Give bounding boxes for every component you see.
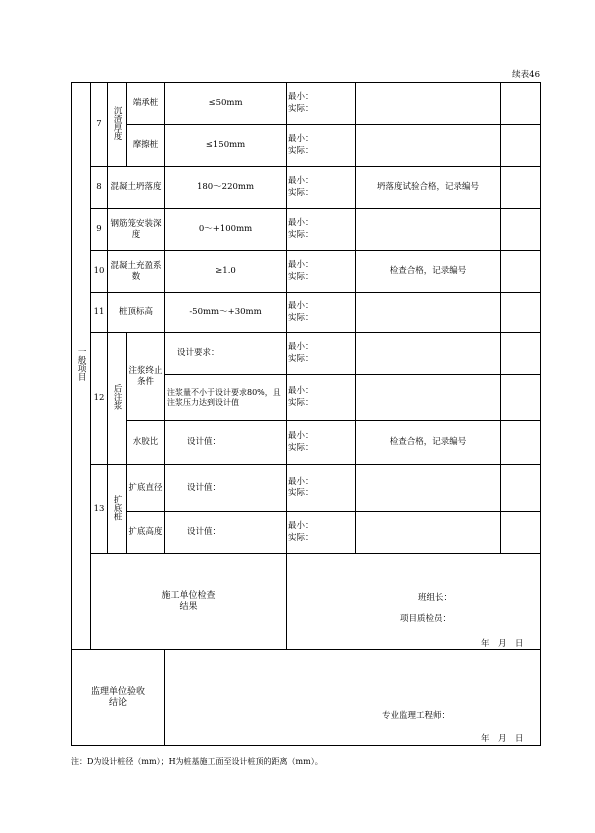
remark-cell[interactable] xyxy=(356,293,501,333)
sub-item: 端承桩 xyxy=(127,83,165,125)
actual-label: 实际： xyxy=(288,488,314,498)
measure-cell[interactable] xyxy=(287,251,356,293)
result-cell[interactable] xyxy=(501,375,541,421)
min-label: 最小： xyxy=(288,176,314,187)
remark-cell[interactable] xyxy=(356,83,501,125)
item-no: 8 xyxy=(91,167,108,209)
sub-item: 摩擦桩 xyxy=(127,125,165,167)
min-label: 最小： xyxy=(288,218,314,229)
result-cell[interactable] xyxy=(501,125,541,167)
allowed-value: -50mm～+30mm xyxy=(165,293,287,333)
measure-cell[interactable] xyxy=(287,375,356,421)
min-label: 最小： xyxy=(288,134,314,145)
measure-cell[interactable] xyxy=(287,465,356,512)
remark-cell[interactable]: 检查合格，记录编号 xyxy=(356,251,501,293)
sub-item: 扩底直径 xyxy=(127,465,165,512)
team-leader-label: 班组长： xyxy=(418,593,453,603)
item-group: 后注浆 xyxy=(112,384,123,410)
result-cell[interactable] xyxy=(501,465,541,512)
item-group-cell xyxy=(108,465,127,554)
min-label: 最小： xyxy=(288,386,314,397)
result-cell[interactable] xyxy=(501,209,541,251)
actual-label: 实际： xyxy=(288,442,314,453)
construction-label: 施工单位检查结果 xyxy=(161,590,216,612)
allowed-value: 0～+100mm xyxy=(165,209,287,251)
result-cell[interactable] xyxy=(501,83,541,125)
result-cell[interactable] xyxy=(501,293,541,333)
item-group: 扩底桩 xyxy=(112,494,123,521)
remark-cell[interactable]: 检查合格，记录编号 xyxy=(356,421,501,465)
item-group: 沉渣厚度 xyxy=(112,105,123,140)
result-cell[interactable] xyxy=(501,333,541,375)
measure-cell[interactable] xyxy=(287,209,356,251)
actual-label: 实际： xyxy=(288,312,314,323)
construction-signoff-area[interactable] xyxy=(287,554,541,650)
measure-cell[interactable] xyxy=(287,125,356,167)
result-cell[interactable] xyxy=(501,512,541,554)
section-label-cell xyxy=(72,83,91,650)
supervision-date-label: 年 月 日 xyxy=(481,734,524,744)
supervision-label-cell xyxy=(72,650,165,746)
section-label: 一般项目 xyxy=(76,347,87,382)
remark-cell[interactable] xyxy=(356,333,501,375)
measure-cell[interactable] xyxy=(287,293,356,333)
remark-cell[interactable] xyxy=(356,512,501,554)
measure-cell[interactable] xyxy=(287,512,356,554)
remark-cell[interactable] xyxy=(356,375,501,421)
measure-cell[interactable] xyxy=(287,421,356,465)
footnote: 注：D为设计桩径（mm）；H为桩基施工面至设计桩顶的距离（mm）。 xyxy=(71,757,323,766)
allowed-value: 设计值： xyxy=(165,421,287,465)
item-no: 9 xyxy=(91,209,108,251)
actual-label: 实际： xyxy=(288,103,314,114)
measure-cell[interactable] xyxy=(287,333,356,375)
inspection-table xyxy=(71,82,541,746)
allowed-value: 180～220mm xyxy=(165,167,287,209)
item-name: 桩顶标高 xyxy=(108,293,165,333)
allowed-value: 注浆量不小于设计要求80%，且注浆压力达到设计值 xyxy=(165,375,287,421)
item-group-cell xyxy=(108,333,127,465)
allowed-value: 设计值： xyxy=(165,512,287,554)
allowed-value: ≤50mm xyxy=(165,83,287,125)
item-group-cell xyxy=(108,83,127,167)
min-label: 最小： xyxy=(288,521,314,532)
measure-cell[interactable] xyxy=(287,167,356,209)
allowed-value: 设计值： xyxy=(165,465,287,512)
remark-cell[interactable] xyxy=(356,209,501,251)
supervision-label: 监理单位验收结论 xyxy=(90,686,145,708)
construction-date-label: 年 月 日 xyxy=(481,639,524,649)
sub-item: 水胶比 xyxy=(127,421,165,465)
allowed-value: ≥1.0 xyxy=(165,251,287,293)
item-no: 11 xyxy=(91,293,108,333)
result-cell[interactable] xyxy=(501,251,541,293)
item-name: 钢筋笼安装深度 xyxy=(108,209,165,251)
continuation-label: 续表46 xyxy=(512,70,540,80)
item-name: 混凝土充盈系数 xyxy=(108,251,165,293)
item-name: 混凝土坍落度 xyxy=(108,167,165,209)
remark-cell[interactable] xyxy=(356,125,501,167)
allowed-value: 设计要求： xyxy=(165,333,287,375)
item-no: 10 xyxy=(91,251,108,293)
supervising-engineer-label: 专业监理工程师： xyxy=(382,711,451,721)
construction-label-cell xyxy=(91,554,287,650)
item-no: 12 xyxy=(91,333,108,465)
actual-label: 实际： xyxy=(288,145,314,156)
actual-label: 实际： xyxy=(288,397,314,408)
min-label: 最小： xyxy=(288,92,314,103)
item-no: 7 xyxy=(91,83,108,167)
actual-label: 实际： xyxy=(288,532,314,543)
actual-label: 实际： xyxy=(288,271,314,282)
sub-item: 注浆终止条件 xyxy=(127,333,165,421)
result-cell[interactable] xyxy=(501,167,541,209)
sub-item: 扩底高度 xyxy=(127,512,165,554)
item-no: 13 xyxy=(91,465,108,554)
actual-label: 实际： xyxy=(288,187,314,198)
measure-cell[interactable] xyxy=(287,83,356,125)
min-label: 最小： xyxy=(288,260,314,271)
min-label: 最小： xyxy=(288,342,314,353)
min-label: 最小： xyxy=(288,431,314,442)
quality-inspector-label: 项目质检员： xyxy=(400,614,452,624)
allowed-value: ≤150mm xyxy=(165,125,287,167)
actual-label: 实际： xyxy=(288,353,314,364)
remark-cell[interactable]: 坍落度试验合格，记录编号 xyxy=(356,167,501,209)
min-label: 最小： xyxy=(288,301,314,312)
result-cell[interactable] xyxy=(501,421,541,465)
remark-cell[interactable] xyxy=(356,465,501,512)
actual-label: 实际： xyxy=(288,229,314,240)
min-label: 最小： xyxy=(288,476,314,487)
